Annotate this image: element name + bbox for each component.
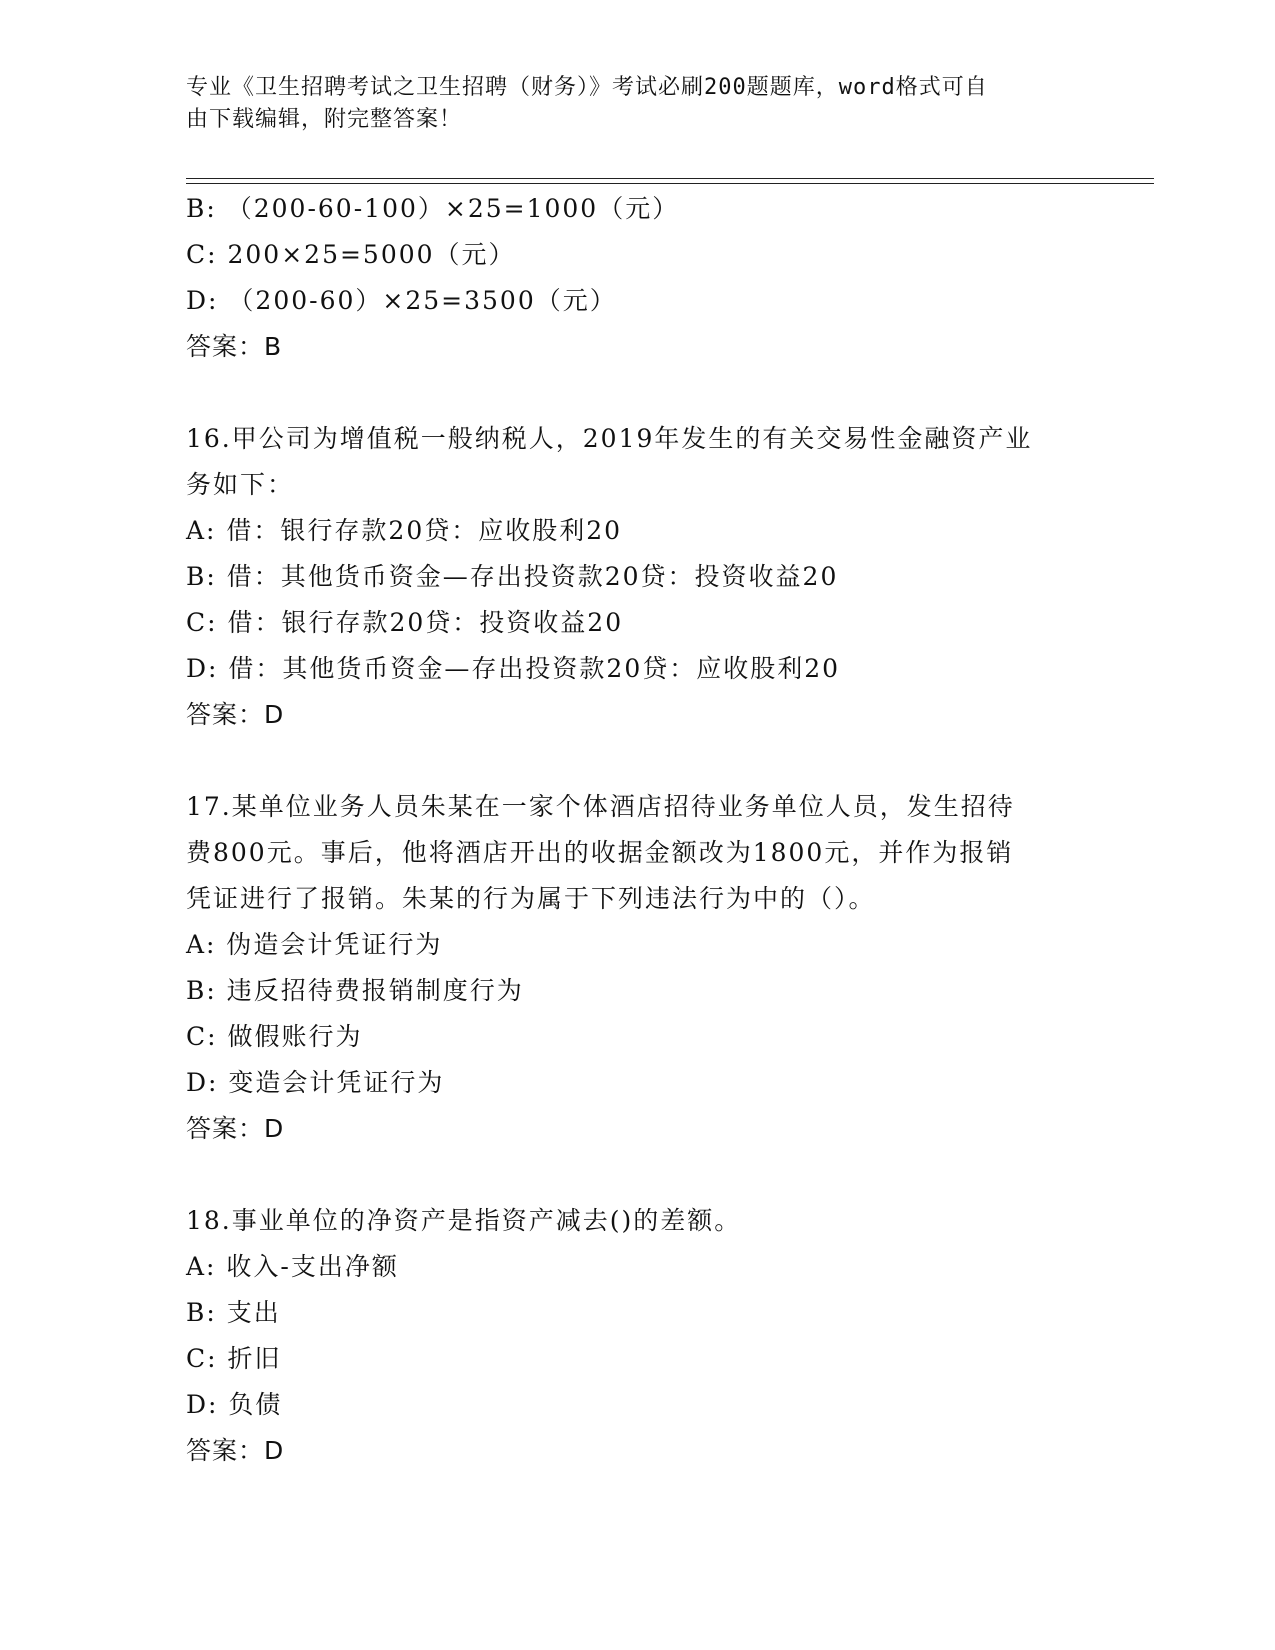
header-line-2: 由下载编辑，附完整答案！ <box>186 107 463 132</box>
question-content <box>186 186 1086 1474</box>
option-c: C: 折旧 <box>186 1344 282 1373</box>
option-a: A: 借：银行存款20贷：应收股利20 <box>186 516 623 545</box>
option-a: A: 伪造会计凭证行为 <box>186 930 443 959</box>
option-b: B: 违反招待费报销制度行为 <box>186 976 524 1005</box>
question-stem-line: 17.某单位业务人员朱某在一家个体酒店招待业务单位人员，发生招待 <box>186 792 1015 821</box>
header-divider-bottom <box>186 183 1154 184</box>
option-b: B: 支出 <box>186 1298 281 1327</box>
question-stem-line: 费800元。事后，他将酒店开出的收据金额改为1800元，并作为报销 <box>186 838 1014 867</box>
spacer <box>186 738 1086 784</box>
option-d: D: 变造会计凭证行为 <box>186 1068 445 1097</box>
question-stem-line: 18.事业单位的净资产是指资产减去()的差额。 <box>186 1206 742 1235</box>
header-line-1: 专业《卫生招聘考试之卫生招聘（财务）》考试必刷200题题库，word格式可自 <box>186 75 988 100</box>
option-c: C: 200×25=5000（元） <box>186 240 516 269</box>
question-stem-line: 16.甲公司为增值税一般纳税人，2019年发生的有关交易性金融资产业 <box>186 424 1033 453</box>
question-18 <box>186 1198 1086 1474</box>
question-stem-line: 凭证进行了报销。朱某的行为属于下列违法行为中的（）。 <box>186 884 876 913</box>
spacer <box>186 370 1086 416</box>
answer: 答案：D <box>186 1436 285 1465</box>
option-c: C: 借：银行存款20贷：投资收益20 <box>186 608 624 637</box>
answer: 答案：B <box>186 332 283 361</box>
option-b: B: 借：其他货币资金—存出投资款20贷：投资收益20 <box>186 562 839 591</box>
question-15-tail <box>186 186 1086 370</box>
question-17 <box>186 784 1086 1152</box>
answer: 答案：D <box>186 700 285 729</box>
document-header <box>186 72 1076 136</box>
answer: 答案：D <box>186 1114 285 1143</box>
option-d: D: （200-60）×25=3500（元） <box>186 286 617 315</box>
question-stem-line: 务如下： <box>186 470 295 499</box>
question-16 <box>186 416 1086 738</box>
option-d: D: 借：其他货币资金—存出投资款20贷：应收股利20 <box>186 654 841 683</box>
option-c: C: 做假账行为 <box>186 1022 363 1051</box>
spacer <box>186 1152 1086 1198</box>
option-a: A: 收入-支出净额 <box>186 1252 399 1281</box>
option-d: D: 负债 <box>186 1390 283 1419</box>
option-b: B: （200-60-100）×25=1000（元） <box>186 194 680 223</box>
header-divider-top <box>186 178 1154 179</box>
